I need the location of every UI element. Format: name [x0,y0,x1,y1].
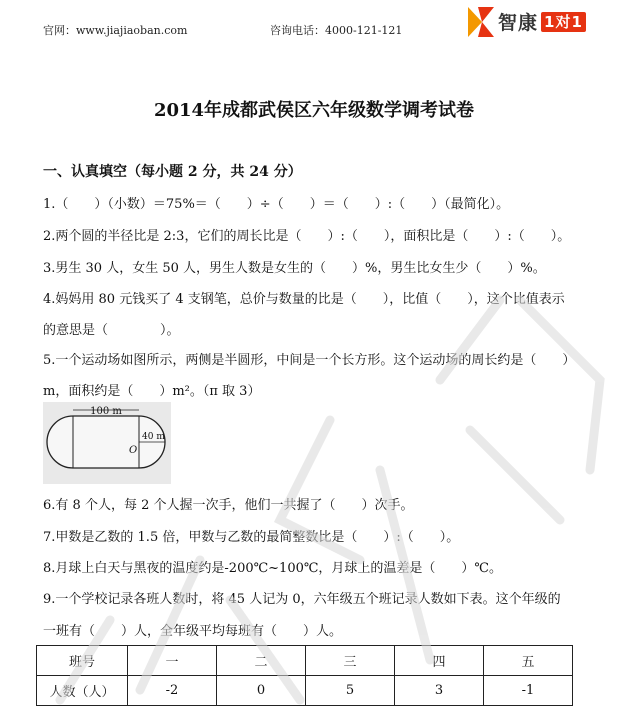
question-5-line1: 5.一个运动场如图所示，两侧是半圆形，中间是一个长方形。这个运动场的周长约是（ ） [43,353,576,368]
question-1: 1.（ ）（小数）＝75%＝（ ）÷（ ）＝（ ）:（ ）（最简化）。 [43,197,510,212]
question-3: 3.男生 30 人，女生 50 人，男生人数是女生的（ ）%，男生比女生少（ ）%。 [43,261,546,276]
logo [498,8,586,35]
class-count-table [36,645,573,706]
table-cell: 四 [395,646,484,676]
question-9-line1: 9.一个学校记录各班人数时，将 45 人记为 0，六年级五个班记录人数如下表。这个年级的 [43,592,561,607]
table-cell: 0 [217,676,306,706]
length-label: 100 m [90,406,122,417]
table-cell: 五 [484,646,573,676]
stadium-figure [43,402,171,484]
table-cell: 二 [217,646,306,676]
question-4-line1: 4.妈妈用 80 元钱买了 4 支钢笔，总价与数量的比是（ ），比值（ ），这个比值表示 [43,292,565,307]
table-cell: 人数（人） [37,676,128,706]
table-row [37,676,573,706]
table-cell: 三 [306,646,395,676]
table-cell: -2 [128,676,217,706]
question-6: 6.有 8 个人，每 2 个人握一次手，他们一共握了（ ）次手。 [43,498,414,513]
logo-k-icon [468,7,494,37]
question-7: 7.甲数是乙数的 1.5 倍，甲数与乙数的最简整数比是（ ）:（ ）。 [43,530,460,545]
website-text: 官网：www.jiajiaoban.com [43,24,188,37]
center-label: O [129,445,138,456]
question-5-line2: m，面积约是（ ）m²。（π 取 3） [43,384,261,399]
table-header-row [37,646,573,676]
logo-box: 1对1 [541,12,586,32]
section-heading: 一、认真填空（每小题 2 分，共 24 分） [43,164,302,180]
page-title: 2014年成都武侯区六年级数学调考试卷 [153,100,475,121]
phone-text: 咨询电话：4000-121-121 [270,24,403,37]
radius-label: 40 m [142,432,165,442]
table-cell: 班号 [37,646,128,676]
question-4-line2: 的意思是（ ）。 [43,323,180,338]
question-2: 2.两个圆的半径比是 2:3，它们的周长比是（ ）:（ ），面积比是（ ）:（ ）。 [43,229,571,244]
table-cell: 一 [128,646,217,676]
question-9-line2: 一班有（ ）人，全年级平均每班有（ ）人。 [43,624,343,639]
table-cell: -1 [484,676,573,706]
logo-text: 智康 [498,12,539,34]
question-8: 8.月球上白天与黑夜的温度约是-200℃~100℃，月球上的温差是（ ）℃。 [43,561,502,576]
table-cell: 5 [306,676,395,706]
table-cell: 3 [395,676,484,706]
